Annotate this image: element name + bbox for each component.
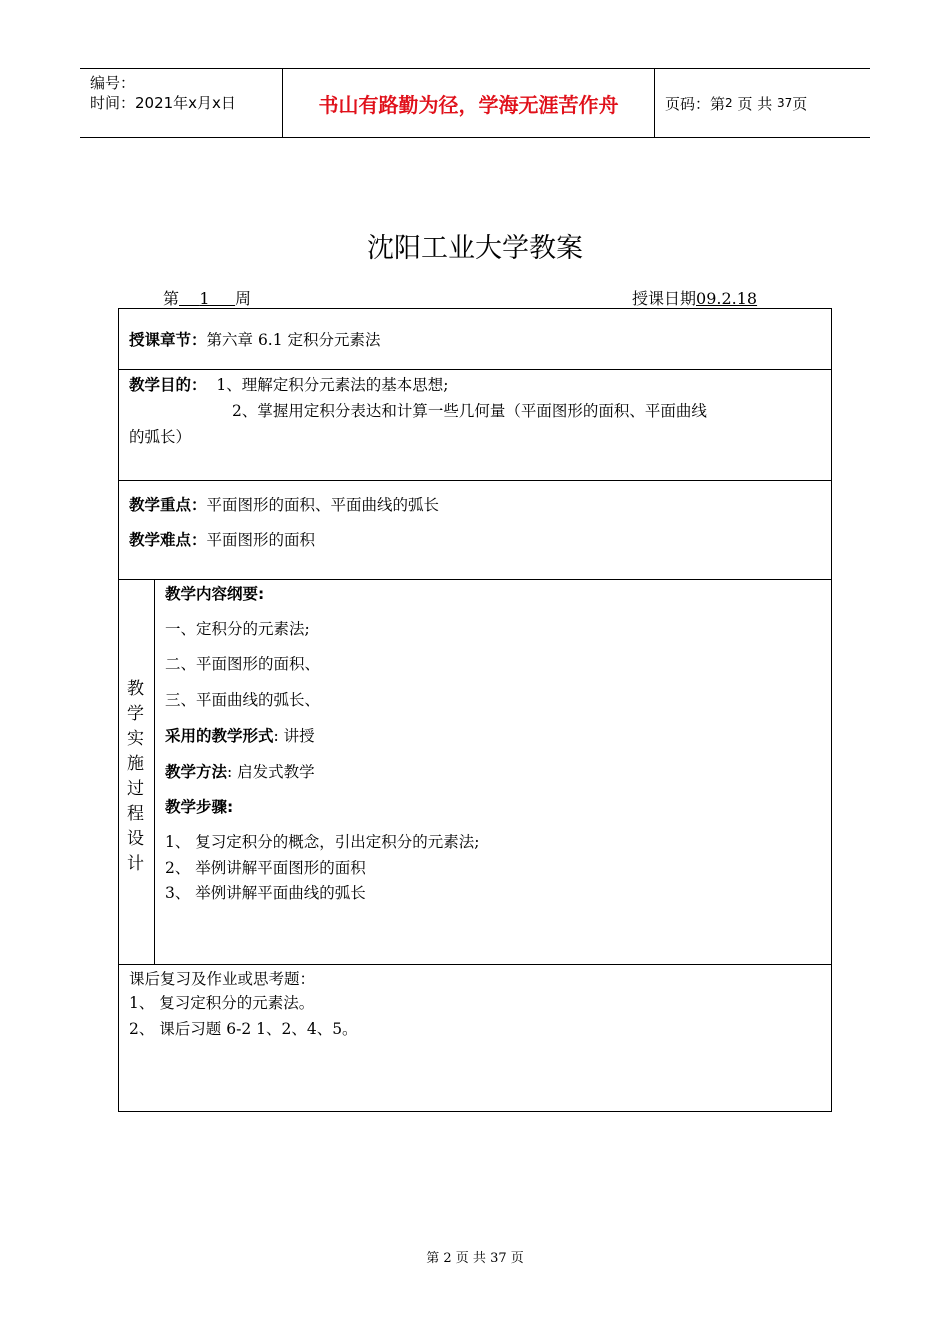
date-line [632,286,757,309]
goals-row [119,370,831,481]
week-suffix: 周 [234,289,251,308]
week-prefix: 第 [163,289,180,308]
homework-item: 1、 复习定积分的元素法。 [129,994,315,1012]
step-item: 3、 举例讲解平面曲线的弧长 [165,884,366,902]
focus-row [119,481,831,580]
method-label: 教学方法 [165,763,228,781]
page-footer: 第 2 页 共 37 页 [426,1251,524,1266]
page-mid: 页 共 [737,94,773,113]
process-side-label: 教 学 实 施 过 程 设 计 [119,580,155,964]
homework-label: 课后复习及作业或思考题： [129,970,316,988]
focus-label: 教学重点： [129,496,207,514]
week-line [163,286,251,309]
page-suffix: 页 [792,94,808,113]
method-value: : 启发式教学 [227,763,315,781]
serial-label: 编号： [90,74,136,92]
outline-item: 二、平面图形的面积、 [165,655,321,673]
homework-row [119,965,831,1111]
goal-1: 1、理解定积分元素法的基本思想; [216,376,449,394]
step-item: 2、 举例讲解平面图形的面积 [165,859,366,877]
focus-value: 平面图形的面积、平面曲线的弧长 [206,496,440,514]
header-page-info [655,69,870,137]
goal-2-cont: 的弧长） [129,428,192,446]
header-table [80,68,870,138]
homework-item: 2、 课后习题 6-2 1、2、4、5。 [129,1020,358,1038]
step-item: 1、 复习定积分的概念，引出定积分的元素法; [165,833,480,851]
chapter-label: 授课章节： [129,331,207,349]
outline-item: 三、平面曲线的弧长、 [165,691,321,709]
lesson-plan-table [118,308,832,1112]
outline-item: 一、定积分的元素法; [165,620,310,638]
page-number: 2 [725,96,733,110]
date-label: 授课日期 [632,289,697,308]
form-label: 采用的教学形式 [165,727,274,745]
outline-label: 教学内容纲要: [165,585,265,603]
time-label: 时间：2021年x月x日 [90,94,236,112]
difficulty-value: 平面图形的面积 [206,531,316,549]
steps-label: 教学步骤: [165,798,234,816]
page-total: 37 [777,96,793,110]
header-motto: 书山有路勤为径，学海无涯苦作舟 [318,92,619,117]
goals-label: 教学目的： [129,376,207,394]
header-meta [80,69,282,137]
form-value: : 讲授 [273,727,315,745]
process-row [119,580,831,965]
date-value: 09.2.18 [696,289,758,308]
chapter-row [119,309,831,370]
week-value: 1 [199,289,210,308]
chapter-value: 第六章 6.1 定积分元素法 [206,331,381,349]
difficulty-label: 教学难点： [129,531,207,549]
goal-2: 2、掌握用定积分表达和计算一些几何量（平面图形的面积、平面曲线 [232,402,707,420]
page-prefix: 页码：第 [665,94,726,113]
page-title: 沈阳工业大学教案 [367,233,583,264]
